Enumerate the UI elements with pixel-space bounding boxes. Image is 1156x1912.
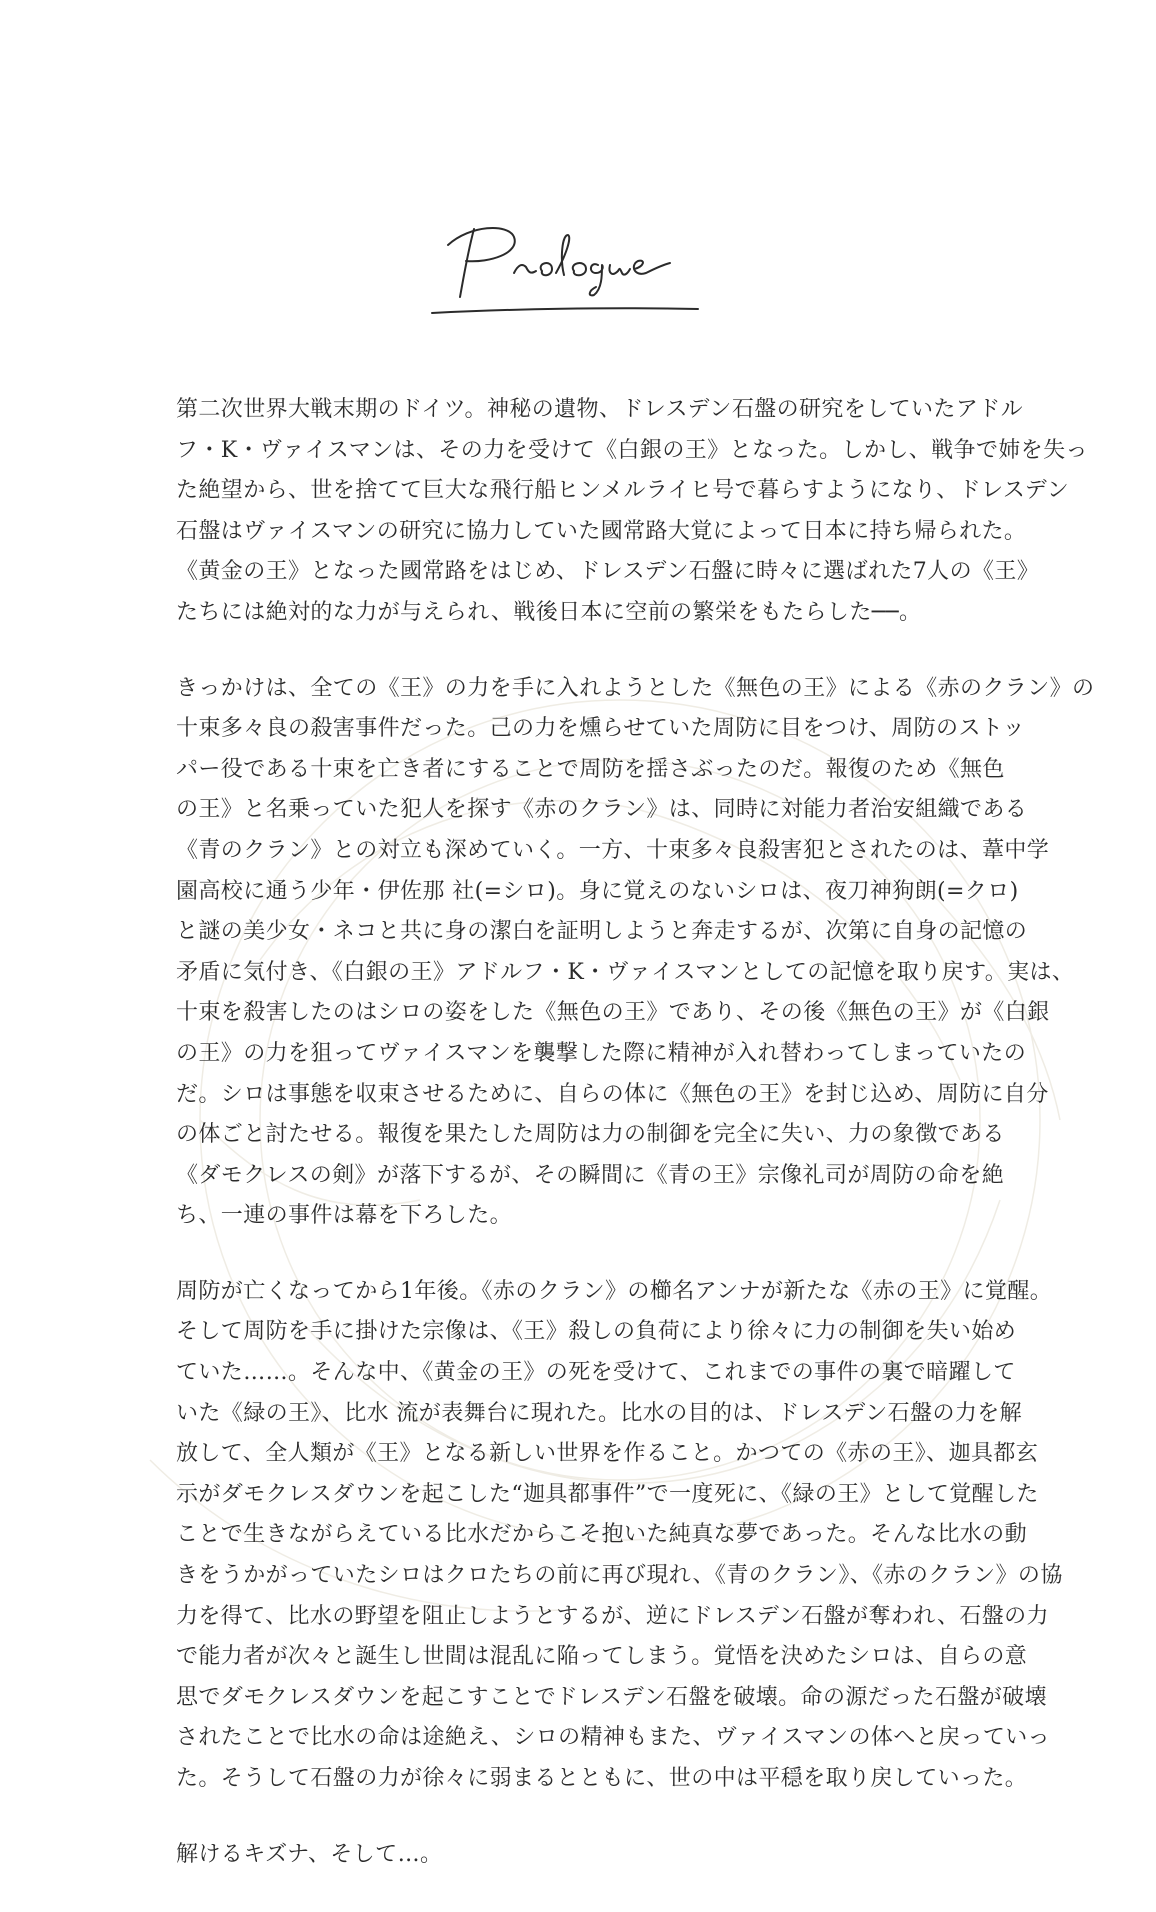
paragraph-line: の王》と名乗っていた犯人を探す《赤のクラン》は、同時に対能力者治安組織である — [176, 797, 1028, 823]
paragraph-line: されたことで比水の命は途絶え、シロの精神もまた、ヴァイスマンの体へと戻っていっ — [176, 1725, 1051, 1751]
prologue-script-logo — [430, 215, 700, 325]
paragraph-line: フ・K・ヴァイスマンは、その力を受けて《白銀の王》となった。しかし、戦争で姉を失っ — [176, 437, 1088, 463]
paragraph-line: いた《緑の王》、比水 流が表舞台に現れた。比水の目的は、ドレスデン石盤の力を解 — [176, 1400, 1023, 1426]
paragraph-line: 第二次世界大戦末期のドイツ。神秘の遺物、ドレスデン石盤の研究をしていたアドル — [176, 397, 1024, 422]
paragraph-line: 十束を殺害したのはシロの姿をした《無色の王》であり、その後《無色の王》が《白銀 — [176, 1000, 1050, 1026]
paragraph-line: の体ごと討たせる。報復を果たした周防は力の制御を完全に失い、力の象徴である — [176, 1122, 1005, 1148]
paragraph-line: 石盤はヴァイスマンの研究に協力していた國常路大覚によって日本に持ち帰られた。 — [176, 518, 1027, 544]
paragraph-line: ことで生きながらえている比水だからこそ抱いた純真な夢であった。そんな比水の動 — [176, 1522, 1027, 1548]
paragraph-line: 《黄金の王》となった國常路をはじめ、ドレスデン石盤に時々に選ばれた7人の《王》 — [176, 559, 1040, 585]
paragraph-line: そして周防を手に掛けた宗像は、《王》殺しの負荷により徐々に力の制御を失い始め — [176, 1319, 1017, 1345]
paragraph-line: きっかけは、全ての《王》の力を手に入れようとした《無色の王》による《赤のクラン》の — [176, 675, 1095, 701]
paragraph-line: た。そうして石盤の力が徐々に弱まるとともに、世の中は平穏を取り戻していった。 — [176, 1766, 1028, 1791]
paragraph-line: だ。シロは事態を収束させるために、自らの体に《無色の王》を封じ込め、周防に自分 — [176, 1081, 1049, 1107]
paragraph-line: きをうかがっていたシロはクロたちの前に再び現れ、《青のクラン》、《赤のクラン》の協 — [176, 1563, 1063, 1589]
paragraph-line: と謎の美少女・ネコと共に身の潔白を証明しようと奔走するが、次第に自身の記憶の — [176, 919, 1028, 945]
prologue-heading — [430, 215, 700, 325]
paragraph-2 — [176, 669, 1095, 1237]
paragraph-line: 園高校に通う少年・伊佐那 社(=シロ)。身に覚えのないシロは、夜刀神狗朗(=クロ) — [176, 878, 1019, 904]
paragraph-line: 力を得て、比水の野望を阻止しようとするが、逆にドレスデン石盤が奪われ、石盤の力 — [176, 1603, 1049, 1629]
paragraph-line: 放して、全人類が《王》となる新しい世界を作ること。かつての《赤の王》、迦具都玄 — [176, 1441, 1039, 1467]
paragraph-3 — [176, 1272, 1063, 1800]
paragraph-line: ち、一連の事件は幕を下ろした。 — [176, 1203, 513, 1229]
paragraph-line: 《青のクラン》との対立も深めていく。一方、十束多々良殺害犯とされたのは、葦中学 — [176, 837, 1050, 863]
paragraph-line: パー役である十束を亡き者にすることで周防を揺さぶったのだ。報復のため《無色 — [176, 756, 1005, 782]
paragraph-1 — [176, 390, 1088, 634]
paragraph-line: た絶望から、世を捨てて巨大な飛行船ヒンメルライヒ号で暮らすようになり、ドレスデン — [176, 478, 1070, 504]
paragraph-line: ていた……。そんな中、《黄金の王》の死を受けて、これまでの事件の裏で暗躍して — [176, 1360, 1016, 1386]
paragraph-line: たちには絶対的な力が与えられ、戦後日本に空前の繁栄をもたらした──。 — [176, 599, 922, 625]
paragraph-line: で能力者が次々と誕生し世間は混乱に陥ってしまう。覚悟を決めたシロは、自らの意 — [176, 1644, 1028, 1670]
paragraph-line: 思でダモクレスダウンを起こすことでドレスデン石盤を破壊。命の源だった石盤が破壊 — [176, 1684, 1047, 1710]
paragraph-line: 《ダモクレスの剣》が落下するが、その瞬間に《青の王》宗像礼司が周防の命を絶 — [176, 1162, 1005, 1188]
prologue-body — [176, 390, 1095, 1875]
paragraph-line: 示がダモクレスダウンを起こした“迦具都事件”で一度死に、《緑の王》として覚醒した — [176, 1481, 1039, 1507]
closing-line: 解けるキズナ、そして…。 — [176, 1841, 443, 1867]
paragraph-line: 周防が亡くなってから1年後。《赤のクラン》の櫛名アンナが新たな《赤の王》に覚醒。 — [176, 1278, 1053, 1304]
paragraph-line: 矛盾に気付き、《白銀の王》アドルフ・K・ヴァイスマンとしての記憶を取り戻す。実は、 — [176, 959, 1075, 985]
paragraph-line: の王》の力を狙ってヴァイスマンを襲撃した際に精神が入れ替わってしまっていたの — [176, 1040, 1027, 1066]
paragraph-line: 十束多々良の殺害事件だった。己の力を燻らせていた周防に目をつけ、周防のストッ — [176, 716, 1026, 742]
